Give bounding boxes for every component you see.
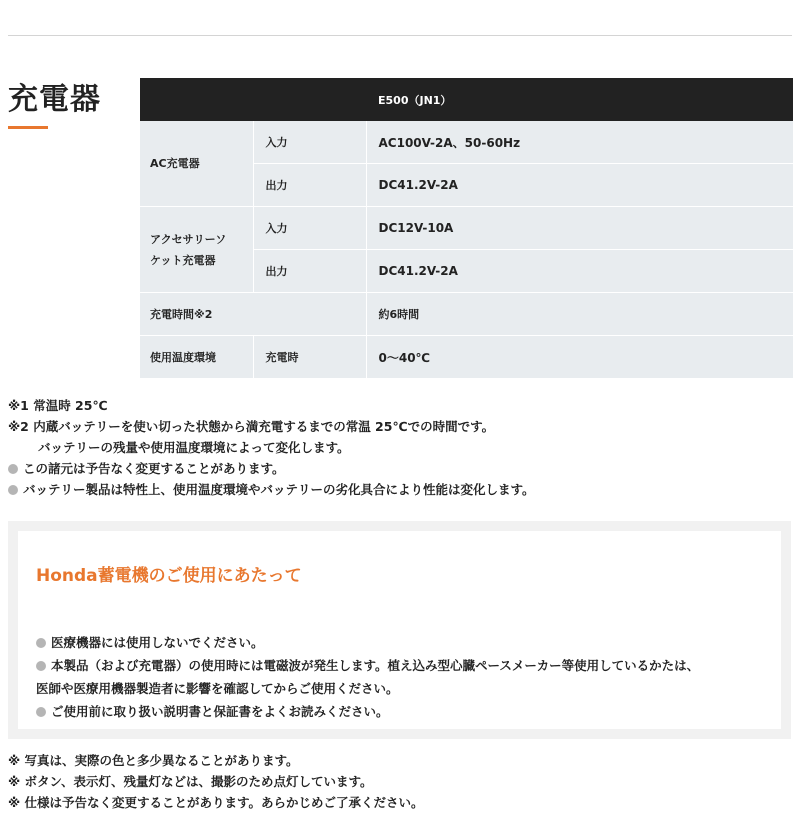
usage-item-3: ご使用前に取り扱い説明書と保証書をよくお読みください。: [51, 704, 389, 719]
ac-input-label: 入力: [253, 121, 366, 164]
note-2-continued: バッテリーの残量や使用温度環境によって変化します。: [38, 440, 350, 455]
footnote-2: ※ ボタン、表示灯、残量灯などは、撮影のため点灯しています。: [8, 774, 373, 789]
bullet-dot-icon: [36, 707, 46, 717]
spec-table: [140, 78, 793, 379]
table-row: [140, 336, 793, 379]
ac-output-label: 出力: [253, 164, 366, 207]
usage-item-2: 本製品（および充電器）の使用時には電磁波が発生します。植え込み型心臓ペースメーカー等使用しているかたは、: [51, 658, 700, 673]
temperature-sub-label: 充電時: [253, 336, 366, 379]
header-blank-cell: [140, 78, 366, 121]
list-item: [36, 631, 776, 654]
footnote-3: ※ 仕様は予告なく変更することがあります。あらかじめご了承ください。: [8, 795, 424, 810]
bullet-dot-icon: [36, 661, 46, 671]
ac-input-value: AC100V-2A、50-60Hz: [366, 121, 793, 164]
usage-item-2-continued: 医師や医療用機器製造者に影響を確認してからご使用ください。: [36, 681, 399, 696]
accessory-output-value: DC41.2V-2A: [366, 250, 793, 293]
charge-time-label: 充電時間※2: [140, 293, 366, 336]
note-1: ※1 常温時 25℃: [8, 398, 108, 413]
bullet-dot-icon: [8, 485, 18, 495]
footnotes: [8, 750, 798, 813]
note-2: ※2 内蔵バッテリーを使い切った状態から満充電するまでの常温 25℃での時間です。: [8, 419, 495, 434]
usage-notice-title: Honda蓄電機のご使用にあたって: [36, 566, 302, 586]
table-header-row: [140, 78, 793, 121]
temperature-value: 0〜40℃: [366, 336, 793, 379]
ac-output-value: DC41.2V-2A: [366, 164, 793, 207]
list-item: [36, 654, 776, 677]
usage-notice-list: [36, 631, 776, 723]
ac-charger-label: AC充電器: [140, 121, 253, 207]
note-bullet-2: [8, 479, 798, 500]
section-title: 充電器: [8, 82, 101, 117]
accessory-charger-label-line1: アクセサリーソ: [150, 232, 227, 246]
charge-time-value: 約6時間: [366, 293, 793, 336]
note-bullet-1-text: この諸元は予告なく変更することがあります。: [23, 461, 285, 476]
title-accent-bar: [8, 126, 48, 129]
accessory-charger-label-line2: ケット充電器: [150, 253, 216, 267]
list-item: [36, 700, 776, 723]
note-bullet-2-text: バッテリー製品は特性上、使用温度環境やバッテリーの劣化具合により性能は変化します。: [23, 482, 535, 497]
temperature-label: 使用温度環境: [140, 336, 253, 379]
usage-notice-box: [8, 521, 791, 739]
table-row: [140, 121, 793, 164]
table-row: [140, 207, 793, 250]
usage-notice-inner: [18, 531, 781, 729]
accessory-input-value: DC12V-10A: [366, 207, 793, 250]
usage-item-1: 医療機器には使用しないでください。: [51, 635, 264, 650]
bullet-dot-icon: [8, 464, 18, 474]
accessory-output-label: 出力: [253, 250, 366, 293]
accessory-input-label: 入力: [253, 207, 366, 250]
bullet-dot-icon: [36, 638, 46, 648]
table-row: [140, 293, 793, 336]
spec-notes: [8, 395, 798, 500]
footnote-1: ※ 写真は、実際の色と多少異なることがあります。: [8, 753, 299, 768]
list-item: [36, 677, 776, 700]
top-divider: [8, 35, 792, 36]
model-header: E500（JN1）: [366, 78, 793, 121]
note-bullet-1: [8, 458, 798, 479]
accessory-charger-label: [140, 207, 253, 293]
